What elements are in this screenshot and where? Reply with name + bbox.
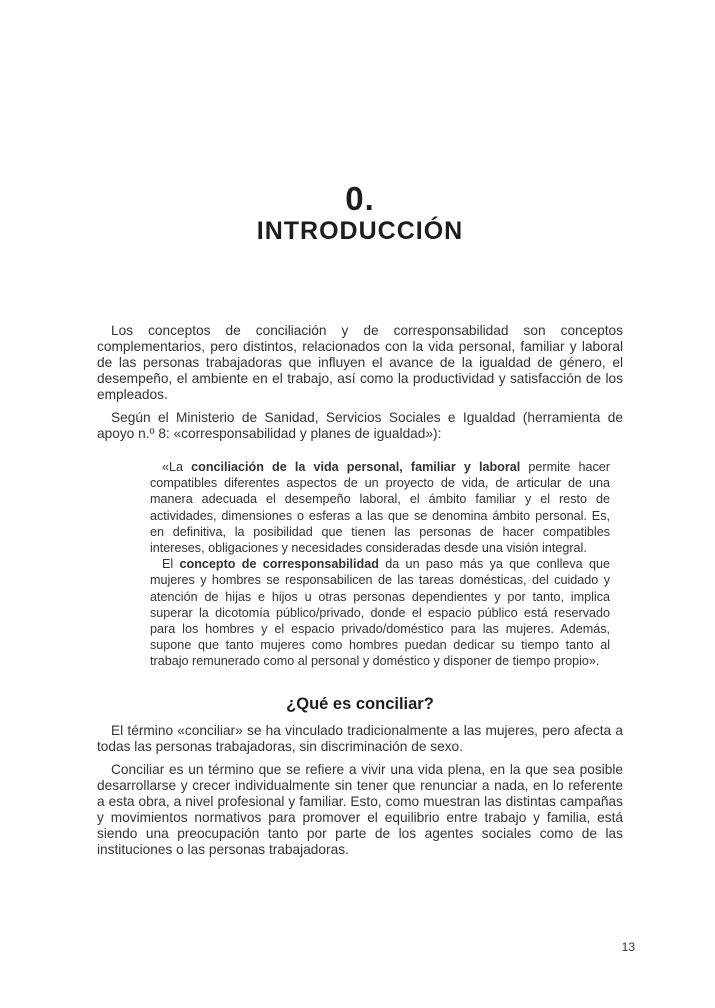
body-text xyxy=(97,323,623,858)
quote-p1-bold-term: conciliación de la vida personal, familiar y laboral xyxy=(191,460,521,474)
paragraph-termino-conciliar: El término «conciliar» se ha vinculado tradicionalmente a las mujeres, pero afecta a todas las personas trabajadoras, sin discriminación de sexo. xyxy=(97,722,623,754)
quote-paragraph-corresponsabilidad xyxy=(150,556,610,669)
paragraph-conciliar-definicion: Conciliar es un término que se refiere a vivir una vida plena, en la que sea posible desarrollarse y crecer individualmente sin tener que renunciar a nada, en lo referente a esta obra, a nivel profesional y familiar. Esto, como muestran las distintas campañas y movimientos normativos para promover el equilibrio entre trabajo y familia, está siendo una preocupación tanto por parte de los agentes sociales como de las instituciones o las personas trabajadoras. xyxy=(97,761,623,857)
chapter-number: 0. xyxy=(345,180,375,217)
quote-p2-bold-term: concepto de corresponsabilidad xyxy=(179,557,379,572)
paragraph-concepts: Los conceptos de conciliación y de corresponsabilidad son conceptos complementarios, pero distintos, relacionados con la vida personal, familiar y laboral de las personas trabajadoras que influyen el avance de la igualdad de género, el desempeño, el ambiente en el trabajo, así como la productividad y satisfacción de los empleados. xyxy=(97,323,623,402)
quote-p1-pre: «La xyxy=(162,460,192,474)
quote-p2-post: da un paso más ya que conlleva que mujeres y hombres se responsabilicen de las tareas domésticas, del cuidado y atención de hijas e hijos u otras personas dependientes y por tanto, implica superar la dicotomía público/privado, donde el espacio público está reservado para los hombres y el espacio privado/doméstico para las mujeres. Además, supone que tanto mujeres como hombres puedan dedicar su tiempo tanto al trabajo remunerado como al personal y doméstico y disponer de tiempo propio». xyxy=(150,557,610,669)
page-number: 13 xyxy=(621,940,635,954)
paragraph-ministry-intro: Según el Ministerio de Sanidad, Servicios Sociales e Igualdad (herramienta de apoyo n.º 8: «corresponsabilidad y planes de igualdad»): xyxy=(97,410,623,441)
chapter-header xyxy=(97,0,623,245)
quote-p2-pre: El xyxy=(162,557,180,572)
quote-paragraph-conciliacion xyxy=(150,459,610,556)
quote-p1-post: permite hacer compatibles diferentes aspectos de un proyecto de vida, de articular de una manera adecuada el desempeño laboral, el ámbito familiar y el resto de actividades, dimensiones o esferas a las que se denomina ámbito personal. Es, en definitiva, la posibilidad que tienen las personas de hacer compatibles intereses, obligaciones y necesidades consideradas desde una visión integral. xyxy=(150,460,611,556)
chapter-title: INTRODUCCIÓN xyxy=(256,217,464,245)
section-heading: ¿Qué es conciliar? xyxy=(286,694,434,713)
ministry-quote xyxy=(150,459,610,670)
